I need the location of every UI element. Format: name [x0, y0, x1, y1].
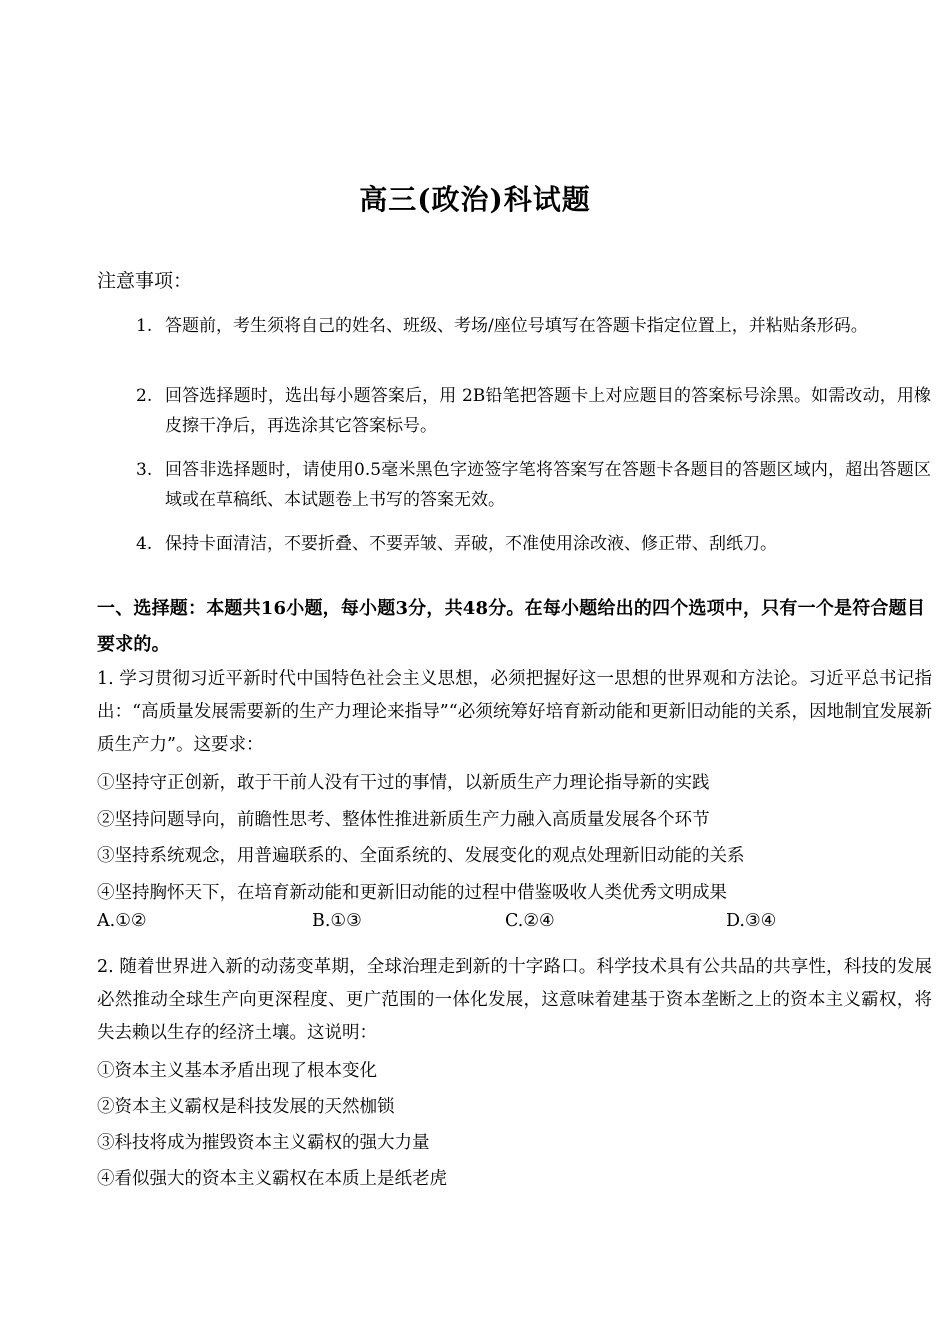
notice-item-number: 2.: [136, 386, 153, 406]
question-2-stem: 2. 随着世界进入新的动荡变革期，全球治理走到新的十字路口。科学技术具有公共品的共享性，科技的发展必然推动全球生产向更深程度、更广范围的一体化发展，这意味着建基于资本垄断之上的资本主义霸权，将失去赖以生存的经济土壤。这说明：: [97, 957, 932, 1043]
question-2-option-1: ①资本主义基本矛盾出现了根本变化: [97, 1061, 377, 1081]
notice-heading: 注意事项：: [97, 270, 193, 292]
notice-item-2: [136, 381, 931, 441]
notice-item-1: [136, 311, 931, 341]
choice-a: A.①②: [97, 911, 147, 931]
question-1-option-1: ①坚持守正创新，敢于干前人没有干过的事情，以新质生产力理论指导新的实践: [97, 773, 710, 793]
notice-item-number: 3.: [136, 460, 153, 480]
choice-b: B.①③: [312, 911, 362, 931]
choice-d: D.③④: [726, 911, 777, 931]
notice-item-number: 1.: [136, 316, 153, 336]
notice-item-text: 保持卡面清洁，不要折叠、不要弄皱、弄破，不准使用涂改液、修正带、刮纸刀。: [165, 534, 777, 554]
notice-item-3: [136, 455, 931, 515]
page-title: 高三(政治)科试题: [359, 183, 591, 216]
notice-item-4: [136, 529, 931, 559]
question-2-option-3: ③科技将成为摧毁资本主义霸权的强大力量: [97, 1133, 430, 1153]
section-heading: 一、选择题：本题共16小题，每小题3分，共48分。在每小题给出的四个选项中，只有一个是符合题目要求的。: [97, 598, 926, 655]
question-2-option-2: ②资本主义霸权是科技发展的天然枷锁: [97, 1097, 395, 1117]
notice-item-text: 回答非选择题时，请使用0.5毫米黑色字迹签字笔将答案写在答题卡各题目的答题区域内，超出答题区域或在草稿纸、本试题卷上书写的答案无效。: [165, 460, 931, 510]
choice-c: C.②④: [505, 911, 555, 931]
question-1-option-4: ④坚持胸怀天下，在培育新动能和更新旧动能的过程中借鉴吸收人类优秀文明成果: [97, 883, 727, 903]
notice-item-number: 4.: [136, 534, 153, 554]
notice-item-text: 回答选择题时，选出每小题答案后，用 2B铅笔把答题卡上对应题目的答案标号涂黑。如需改动，用橡皮擦干净后，再选涂其它答案标号。: [165, 386, 931, 436]
question-1-option-2: ②坚持问题导向，前瞻性思考、整体性推进新质生产力融入高质量发展各个环节: [97, 810, 710, 830]
question-1-option-3: ③坚持系统观念，用普遍联系的、全面系统的、发展变化的观点处理新旧动能的关系: [97, 846, 745, 866]
question-1-choices: [97, 911, 937, 939]
notice-item-text: 答题前，考生须将自己的姓名、班级、考场/座位号填写在答题卡指定位置上，并粘贴条形码。: [165, 316, 868, 336]
question-1-stem: 1. 学习贯彻习近平新时代中国特色社会主义思想，必须把握好这一思想的世界观和方法论。习近平总书记指出：“高质量发展需要新的生产力理论来指导”“必须统筹好培育新动能和更新旧动能的关系，因地制宜发展新质生产力”。这要求：: [97, 669, 932, 755]
question-2-option-4: ④看似强大的资本主义霸权在本质上是纸老虎: [97, 1169, 447, 1189]
